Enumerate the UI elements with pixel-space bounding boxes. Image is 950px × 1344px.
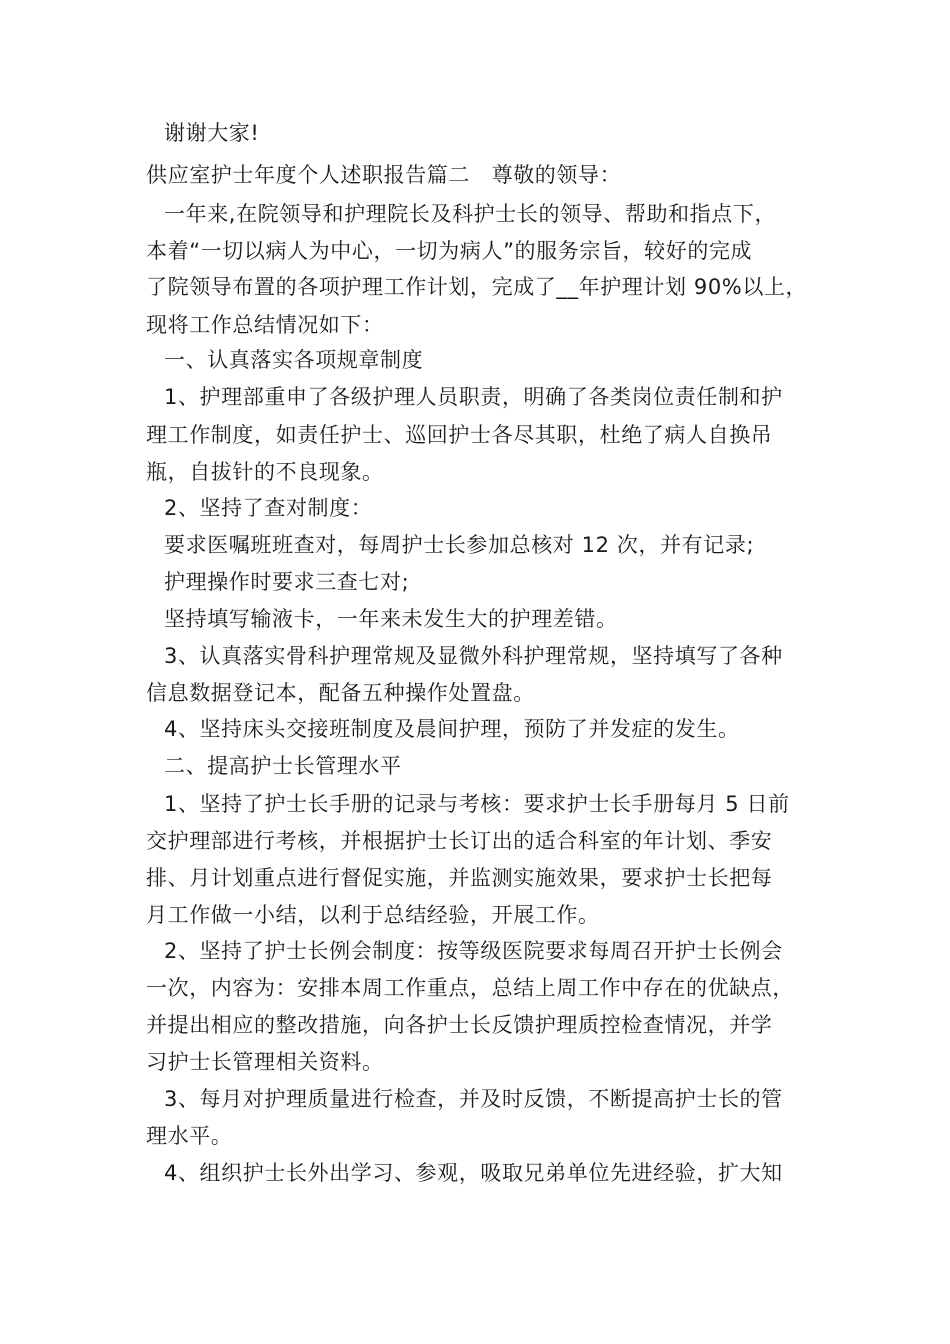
paragraph-line: 2、坚持了护士长例会制度：按等级医院要求每周召开护士长例会	[164, 939, 783, 963]
paragraph-line: 坚持填写输液卡，一年来未发生大的护理差错。	[164, 607, 618, 631]
paragraph-line: 一年来,在院领导和护理院长及科护士长的领导、帮助和指点下，	[164, 202, 777, 226]
paragraph-line: 本着“一切以病人为中心，一切为病人”的服务宗旨，较好的完成	[146, 239, 753, 263]
paragraph-line: 4、坚持床头交接班制度及晨间护理，预防了并发症的发生。	[164, 717, 740, 741]
paragraph-line: 一次，内容为：安排本周工作重点，总结上周工作中存在的优缺点，	[146, 976, 794, 1000]
section-heading: 二、提高护士长管理水平	[164, 754, 402, 778]
paragraph-line: 交护理部进行考核，并根据护士长订出的适合科室的年计划、季安	[146, 829, 773, 853]
paragraph-line: 月工作做一小结，以利于总结经验，开展工作。	[146, 903, 600, 927]
paragraph-line: 信息数据登记本，配备五种操作处置盘。	[146, 681, 535, 705]
paragraph-line: 习护士长管理相关资料。	[146, 1050, 384, 1074]
paragraph-line: 理水平。	[146, 1124, 233, 1148]
paragraph-line: 并提出相应的整改措施，向各护士长反馈护理质控检查情况，并学	[146, 1013, 773, 1037]
paragraph-line: 了院领导布置的各项护理工作计划，完成了__年护理计划 90%以上，	[146, 275, 808, 299]
report-title-line: 供应室护士年度个人述职报告篇二 尊敬的领导：	[146, 163, 622, 187]
paragraph-line: 要求医嘱班班查对，每周护士长参加总核对 12 次，并有记录;	[164, 533, 755, 557]
paragraph-line: 1、护理部重申了各级护理人员职责，明确了各类岗位责任制和护	[164, 385, 783, 409]
section-heading: 一、认真落实各项规章制度	[164, 348, 424, 372]
paragraph-line: 护理操作时要求三查七对;	[164, 570, 410, 594]
paragraph-line: 1、坚持了护士长手册的记录与考核：要求护士长手册每月 5 日前	[164, 792, 790, 816]
paragraph-line: 排、月计划重点进行督促实施，并监测实施效果，要求护士长把每	[146, 866, 773, 890]
paragraph-line: 2、坚持了查对制度：	[164, 496, 373, 520]
paragraph-line: 3、每月对护理质量进行检查，并及时反馈，不断提高护士长的管	[164, 1087, 783, 1111]
paragraph-line: 瓶，自拔针的不良现象。	[146, 460, 384, 484]
paragraph-line: 4、组织护士长外出学习、参观，吸取兄弟单位先进经验，扩大知	[164, 1161, 783, 1185]
paragraph-line: 现将工作总结情况如下：	[146, 313, 384, 337]
paragraph-line: 理工作制度，如责任护士、巡回护士各尽其职，杜绝了病人自换吊	[146, 423, 773, 447]
closing-line: 谢谢大家!	[164, 121, 260, 145]
paragraph-line: 3、认真落实骨科护理常规及显微外科护理常规，坚持填写了各种	[164, 644, 783, 668]
